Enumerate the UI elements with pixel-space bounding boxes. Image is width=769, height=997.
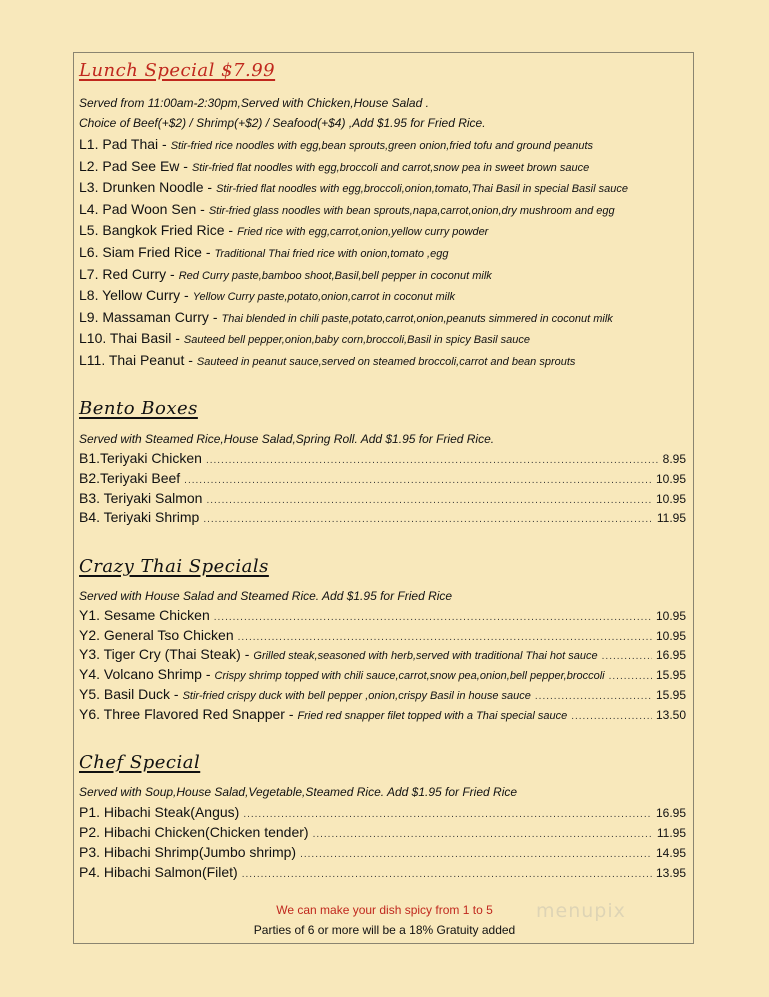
item-description: Thai blended in chili paste,potato,carrot,onion,peanuts simmered in coconut milk xyxy=(221,312,613,325)
item-price: 10.95 xyxy=(655,471,686,486)
item-price: 10.95 xyxy=(655,628,686,643)
menu-item xyxy=(79,136,593,152)
menu-item xyxy=(79,627,686,643)
item-price: 11.95 xyxy=(656,826,686,840)
item-description: Fried rice with egg,carrot,onion,yellow curry powder xyxy=(237,226,489,239)
menu-item xyxy=(79,706,686,722)
dot-leader xyxy=(602,651,652,662)
item-name: L1. Pad Thai - xyxy=(79,136,167,152)
item-price: 8.95 xyxy=(662,452,686,466)
item-description: Yellow Curry paste,potato,onion,carrot in coconut milk xyxy=(192,291,456,304)
item-name: B2.Teriyaki Beef xyxy=(79,469,181,486)
item-name: P2. Hibachi Chicken(Chicken tender) xyxy=(79,824,309,840)
item-description: Stir-fried flat noodles with egg,broccoli,onion,tomato,Thai Basil in special Basil sauce xyxy=(216,183,628,196)
item-name: B4. Teriyaki Shrimp xyxy=(79,509,200,526)
dot-leader xyxy=(206,455,659,466)
item-description: Sauteed in peanut sauce,served on steamed broccoli,carrot and bean sprouts xyxy=(196,356,576,368)
menu-item xyxy=(79,490,686,506)
menu-item xyxy=(79,450,686,466)
chef-special-title: Chef Special xyxy=(79,752,201,773)
item-price: 10.95 xyxy=(655,491,686,506)
menu-item xyxy=(79,158,589,174)
item-name: Y2. General Tso Chicken xyxy=(79,626,234,643)
dot-leader xyxy=(206,495,652,506)
menu-item xyxy=(79,686,686,702)
menu-item xyxy=(79,309,613,325)
item-description: Crispy shrimp topped with chili sauce,carrot,snow pea,onion,bell pepper,broccoli xyxy=(214,670,605,683)
dot-leader xyxy=(184,475,652,486)
dot-leader xyxy=(203,514,653,525)
item-name: L7. Red Curry - xyxy=(79,265,175,282)
item-description: Red Curry paste,bamboo shoot,Basil,bell pepper in coconut milk xyxy=(178,269,492,282)
menu-item xyxy=(79,844,686,860)
item-name: B3. Teriyaki Salmon xyxy=(79,489,203,506)
menu-item xyxy=(79,646,686,662)
menu-item xyxy=(79,201,615,217)
dot-leader xyxy=(238,632,652,643)
item-price: 15.95 xyxy=(655,687,686,702)
item-description: Fried red snapper filet topped with a Thai special sauce xyxy=(297,709,568,722)
item-name: P4. Hibachi Salmon(Filet) xyxy=(79,864,238,880)
menu-item xyxy=(79,864,686,880)
item-price: 15.95 xyxy=(655,668,686,683)
item-description: Stir-fried flat noodles with egg,broccoli and carrot,snow pea in sweet brown sauce xyxy=(191,161,590,174)
dot-leader xyxy=(214,612,652,623)
item-price: 10.95 xyxy=(655,609,686,623)
menu-item xyxy=(79,244,448,260)
item-description: Stir-fried rice noodles with egg,bean sprouts,green onion,fried tofu and ground peanuts xyxy=(170,140,594,152)
menu-item xyxy=(79,330,530,346)
crazy-thai-title: Crazy Thai Specials xyxy=(79,556,269,577)
dot-leader xyxy=(242,869,652,880)
menu-item xyxy=(79,824,686,840)
item-price: 11.95 xyxy=(656,511,686,526)
item-name: Y5. Basil Duck - xyxy=(79,685,179,702)
menu-item xyxy=(79,352,575,368)
item-description: Sauteed bell pepper,onion,baby corn,broccoli,Basil in spicy Basil sauce xyxy=(183,334,531,347)
item-description: Traditional Thai fried rice with onion,tomato ,egg xyxy=(214,248,449,260)
dot-leader xyxy=(243,809,652,820)
menu-item xyxy=(79,222,488,238)
item-price: 13.95 xyxy=(655,866,686,880)
item-price: 14.95 xyxy=(655,846,686,860)
gratuity-note: Parties of 6 or more will be a 18% Gratuity added xyxy=(253,923,516,937)
menu-item xyxy=(79,470,686,486)
watermark-logo: menupix xyxy=(536,900,626,922)
lunch-special-title: Lunch Special $7.99 xyxy=(79,60,276,81)
dot-leader xyxy=(609,671,652,682)
item-name: L5. Bangkok Fried Rice - xyxy=(79,222,234,239)
dot-leader xyxy=(571,711,652,722)
menu-item xyxy=(79,287,455,303)
item-name: L4. Pad Woon Sen - xyxy=(79,200,205,217)
item-price: 16.95 xyxy=(655,806,686,820)
item-name: Y4. Volcano Shrimp - xyxy=(79,666,211,683)
item-name: L11. Thai Peanut - xyxy=(79,352,193,368)
item-name: L8. Yellow Curry - xyxy=(79,287,189,304)
menu-item xyxy=(79,266,492,282)
menu-item xyxy=(79,607,686,623)
item-name: L6. Siam Fried Rice - xyxy=(79,244,211,260)
item-description: Stir-fried crispy duck with bell pepper ,onion,crispy Basil in house sauce xyxy=(182,689,531,702)
item-name: B1.Teriyaki Chicken xyxy=(79,450,202,466)
item-price: 16.95 xyxy=(655,648,686,663)
dot-leader xyxy=(313,829,653,840)
item-name: L3. Drunken Noodle - xyxy=(79,179,213,196)
item-name: L10. Thai Basil - xyxy=(79,330,180,347)
item-description: Stir-fried glass noodles with bean sprouts,napa,carrot,onion,dry mushroom and egg xyxy=(208,204,615,217)
chef-special-note: Served with Soup,House Salad,Vegetable,Steamed Rice. Add $1.95 for Fried Rice xyxy=(79,785,518,799)
lunch-note-2: Choice of Beef(+$2) / Shrimp(+$2) / Seafood(+$4) ,Add $1.95 for Fried Rice. xyxy=(79,116,486,130)
bento-title: Bento Boxes xyxy=(79,398,198,419)
menu-item xyxy=(79,179,628,195)
spicy-note: We can make your dish spicy from 1 to 5 xyxy=(276,903,493,917)
item-name: Y1. Sesame Chicken xyxy=(79,607,210,623)
dot-leader xyxy=(535,691,652,702)
item-name: L9. Massaman Curry - xyxy=(79,308,218,325)
item-name: Y3. Tiger Cry (Thai Steak) - xyxy=(79,646,250,663)
bento-note: Served with Steamed Rice,House Salad,Spring Roll. Add $1.95 for Fried Rice. xyxy=(79,432,495,446)
crazy-thai-note: Served with House Salad and Steamed Rice. Add $1.95 for Fried Rice xyxy=(79,589,453,603)
dot-leader xyxy=(300,849,652,860)
item-price: 13.50 xyxy=(655,707,686,722)
menu-item xyxy=(79,509,686,525)
menu-item xyxy=(79,804,686,820)
item-description: Grilled steak,seasoned with herb,served with traditional Thai hot sauce xyxy=(253,650,598,663)
lunch-note-1: Served from 11:00am-2:30pm,Served with Chicken,House Salad . xyxy=(79,96,429,110)
item-name: Y6. Three Flavored Red Snapper - xyxy=(79,705,294,722)
menu-item xyxy=(79,666,686,682)
item-name: P1. Hibachi Steak(Angus) xyxy=(79,804,240,820)
item-name: P3. Hibachi Shrimp(Jumbo shrimp) xyxy=(79,844,297,860)
item-name: L2. Pad See Ew - xyxy=(79,157,188,174)
